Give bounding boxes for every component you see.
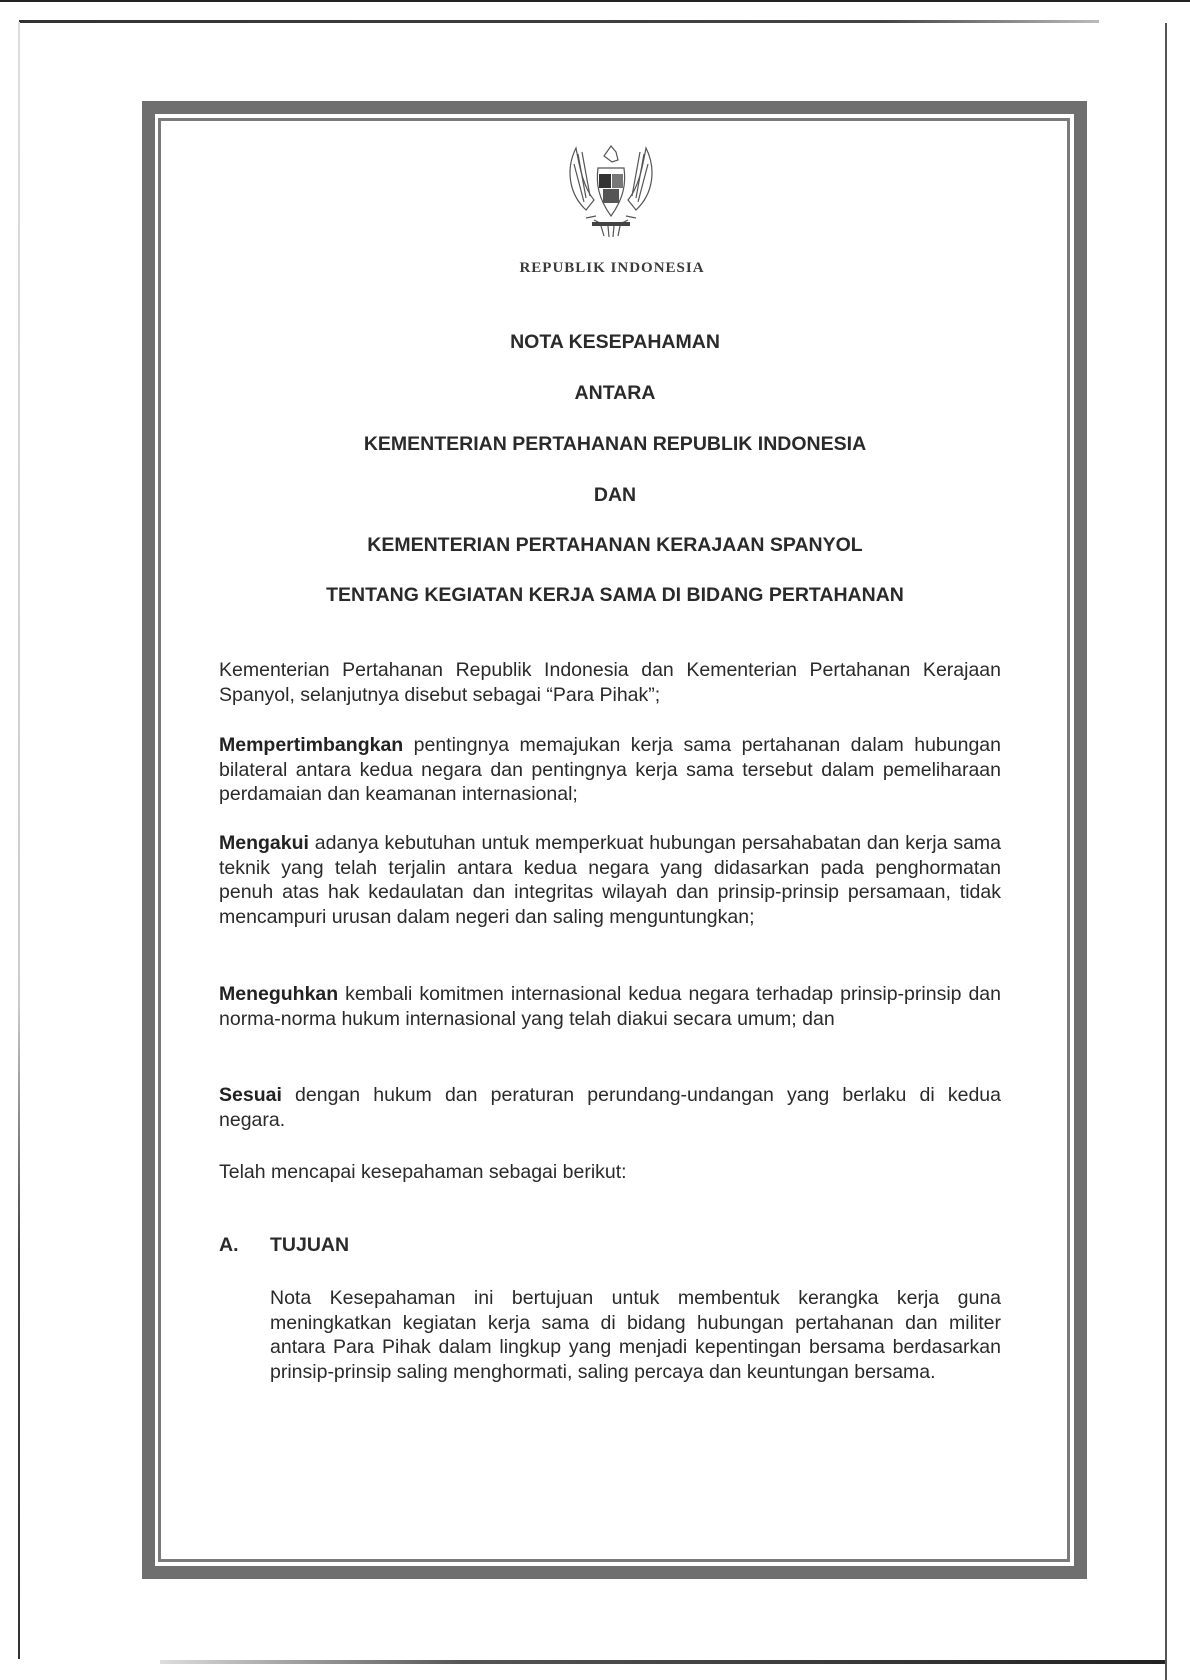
clause-text: pentingnya memajukan kerja sama pertahanan dalam hubungan bilateral antara kedua negara dan pentingnya kerja sama tersebut dalam pemeliharaan perdamaian dan keamanan internasional; [219, 734, 1001, 805]
clause-keyword: Mengakui [219, 832, 309, 854]
clause-keyword: Meneguhkan [219, 983, 339, 1005]
preamble-clause-considering [219, 733, 1001, 807]
country-label: REPUBLIK INDONESIA [519, 260, 705, 276]
garuda-emblem-icon [556, 138, 666, 248]
section-heading [219, 1234, 349, 1257]
clause-keyword: Sesuai [219, 1084, 282, 1106]
doc-title-subject: TENTANG KEGIATAN KERJA SAMA DI BIDANG PERTAHANAN [326, 584, 904, 606]
scan-bottom-rule [160, 1660, 1165, 1664]
clause-text: dengan hukum dan peraturan perundang-undangan yang berlaku di kedua negara. [219, 1084, 1001, 1131]
doc-title-party-2: KEMENTERIAN PERTAHANAN KERAJAAN SPANYOL [367, 534, 863, 556]
clause-keyword: Mempertimbangkan [219, 734, 404, 756]
doc-title: NOTA KESEPAHAMAN [510, 331, 720, 353]
doc-title-party-1: KEMENTERIAN PERTAHANAN REPUBLIK INDONESIA [363, 433, 867, 455]
scan-top-edge [0, 0, 1190, 2]
section-number: A. [219, 1234, 239, 1256]
doc-title-between: ANTARA [574, 382, 656, 404]
clause-text: kembali komitmen internasional kedua negara terhadap prinsip-prinsip dan norma-norma hukum internasional yang telah diakui secara umum; dan [219, 983, 1001, 1030]
preamble-clause-pursuant [219, 1083, 1001, 1132]
section-body: Nota Kesepahaman ini bertujuan untuk membentuk kerangka kerja guna meningkatkan kegiatan kerja sama di bidang hubungan pertahanan dan militer antara Para Pihak dalam lingkup yang menjadi kepentingan bersama berdasarkan prinsip-prinsip saling menghormati, saling percaya dan keuntungan bersama. [270, 1287, 1001, 1383]
section-title: TUJUAN [270, 1234, 350, 1256]
preamble-conclusion: Telah mencapai kesepahaman sebagai berikut: [219, 1161, 627, 1183]
doc-title-and: DAN [593, 484, 637, 506]
scan-top-rule [19, 20, 1099, 23]
preamble-clause-recognizing [219, 831, 1001, 929]
preamble-clause-reaffirming [219, 982, 1001, 1031]
clause-text: adanya kebutuhan untuk memperkuat hubungan persahabatan dan kerja sama teknik yang telah terjalin antara kedua negara yang didasarkan pada penghormatan penuh atas hak kedaulatan dan integritas wilayah dan prinsip-prinsip persamaan, tidak mencampuri urusan dalam negeri dan saling menguntungkan; [219, 832, 1001, 928]
preamble-intro: Kementerian Pertahanan Republik Indonesia dan Kementerian Pertahanan Kerajaan Spanyol, selanjutnya disebut sebagai “Para Pihak”; [219, 659, 1001, 706]
